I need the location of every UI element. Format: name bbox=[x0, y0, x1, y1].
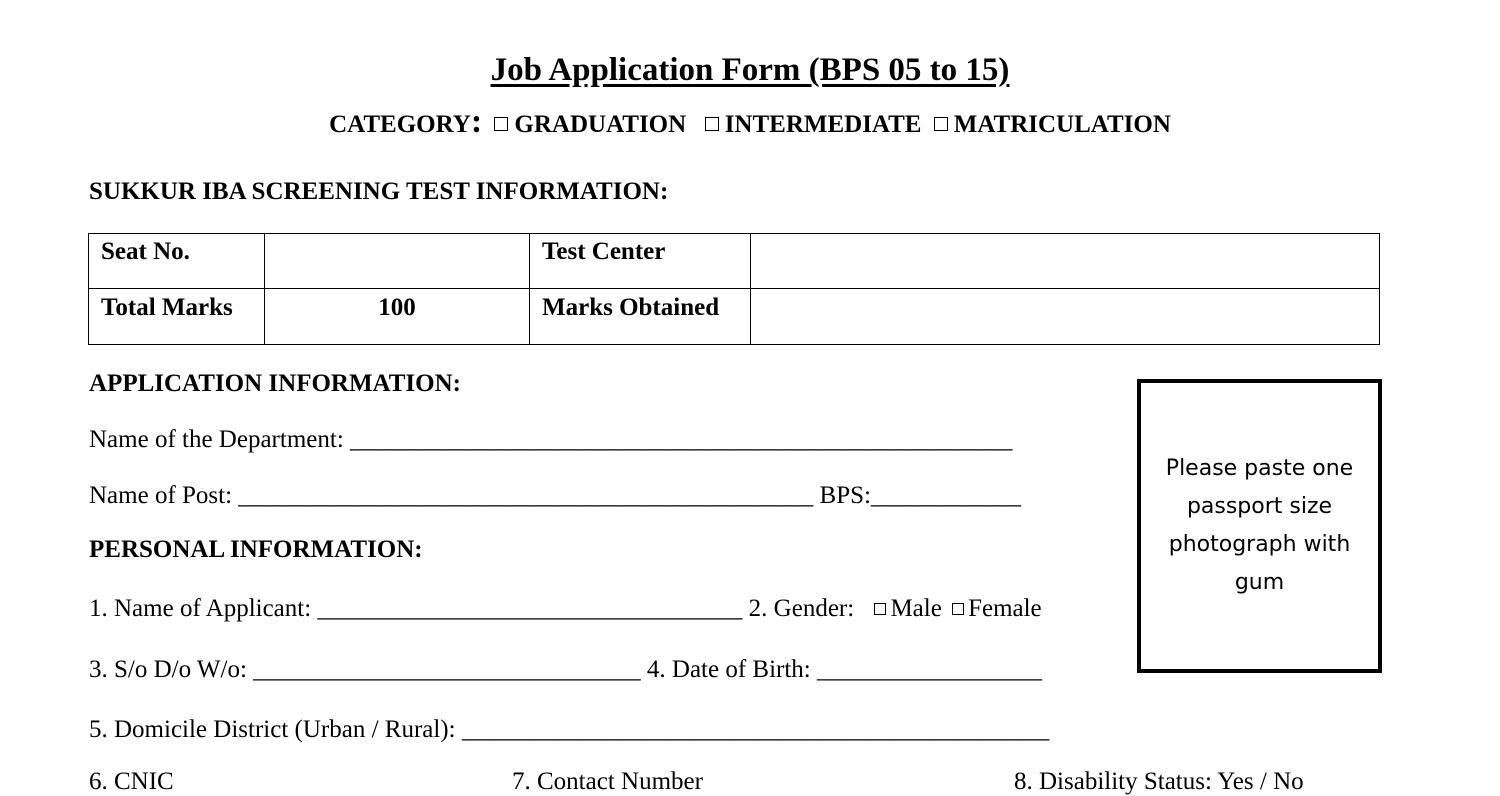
category-option-graduation: GRADUATION bbox=[514, 111, 687, 138]
relation-dob-field[interactable]: 3. S/o D/o W/o: _______________________________ 4. Date of Birth: __________________ bbox=[89, 656, 1042, 683]
form-title: Job Application Form (BPS 05 to 15) bbox=[490, 52, 1010, 88]
domicile-field[interactable]: 5. Domicile District (Urban / Rural): _______________________________________________ bbox=[89, 716, 1050, 743]
screening-heading: SUKKUR IBA SCREENING TEST INFORMATION: bbox=[89, 178, 669, 205]
marks-obtained-field[interactable] bbox=[751, 289, 1380, 345]
category-label: CATEGORY bbox=[329, 111, 471, 138]
category-option-matriculation: MATRICULATION bbox=[953, 111, 1171, 138]
application-heading: APPLICATION INFORMATION: bbox=[89, 370, 461, 397]
male-checkbox[interactable] bbox=[874, 603, 886, 615]
matriculation-checkbox[interactable] bbox=[934, 117, 948, 131]
personal-heading: PERSONAL INFORMATION: bbox=[89, 536, 423, 563]
total-marks-value: 100 bbox=[265, 289, 530, 345]
intermediate-checkbox[interactable] bbox=[705, 117, 719, 131]
marks-obtained-label: Marks Obtained bbox=[530, 289, 751, 345]
test-center-label: Test Center bbox=[530, 234, 751, 289]
photo-instructions: Please paste one passport size photograph with gum bbox=[1165, 456, 1354, 595]
table-row bbox=[89, 289, 1380, 345]
applicant-name-field[interactable]: 1. Name of Applicant: __________________________________ 2. Gender: bbox=[89, 595, 855, 622]
total-marks-label: Total Marks bbox=[89, 289, 265, 345]
disability-status-label: 8. Disability Status: Yes / No bbox=[1014, 768, 1304, 795]
contact-number-label: 7. Contact Number bbox=[512, 768, 703, 795]
cnic-label: 6. CNIC bbox=[89, 768, 174, 795]
photo-box bbox=[1137, 379, 1382, 673]
seat-no-field[interactable] bbox=[265, 234, 530, 289]
department-field[interactable]: Name of the Department: _____________________________________________________ bbox=[89, 426, 1013, 453]
post-field[interactable]: Name of Post: ______________________________________________ BPS:____________ bbox=[89, 482, 1021, 509]
seat-no-label: Seat No. bbox=[89, 234, 265, 289]
graduation-checkbox[interactable] bbox=[494, 117, 508, 131]
test-center-field[interactable] bbox=[751, 234, 1380, 289]
screening-table bbox=[88, 233, 1380, 345]
female-checkbox[interactable] bbox=[952, 603, 964, 615]
gender-option-female: Female bbox=[968, 595, 1042, 622]
table-row bbox=[89, 234, 1380, 289]
applicant-name-row bbox=[89, 595, 1042, 623]
category-row bbox=[0, 103, 1500, 140]
category-colon: : bbox=[470, 103, 483, 140]
category-option-intermediate: INTERMEDIATE bbox=[724, 111, 922, 138]
gender-option-male: Male bbox=[890, 595, 942, 622]
